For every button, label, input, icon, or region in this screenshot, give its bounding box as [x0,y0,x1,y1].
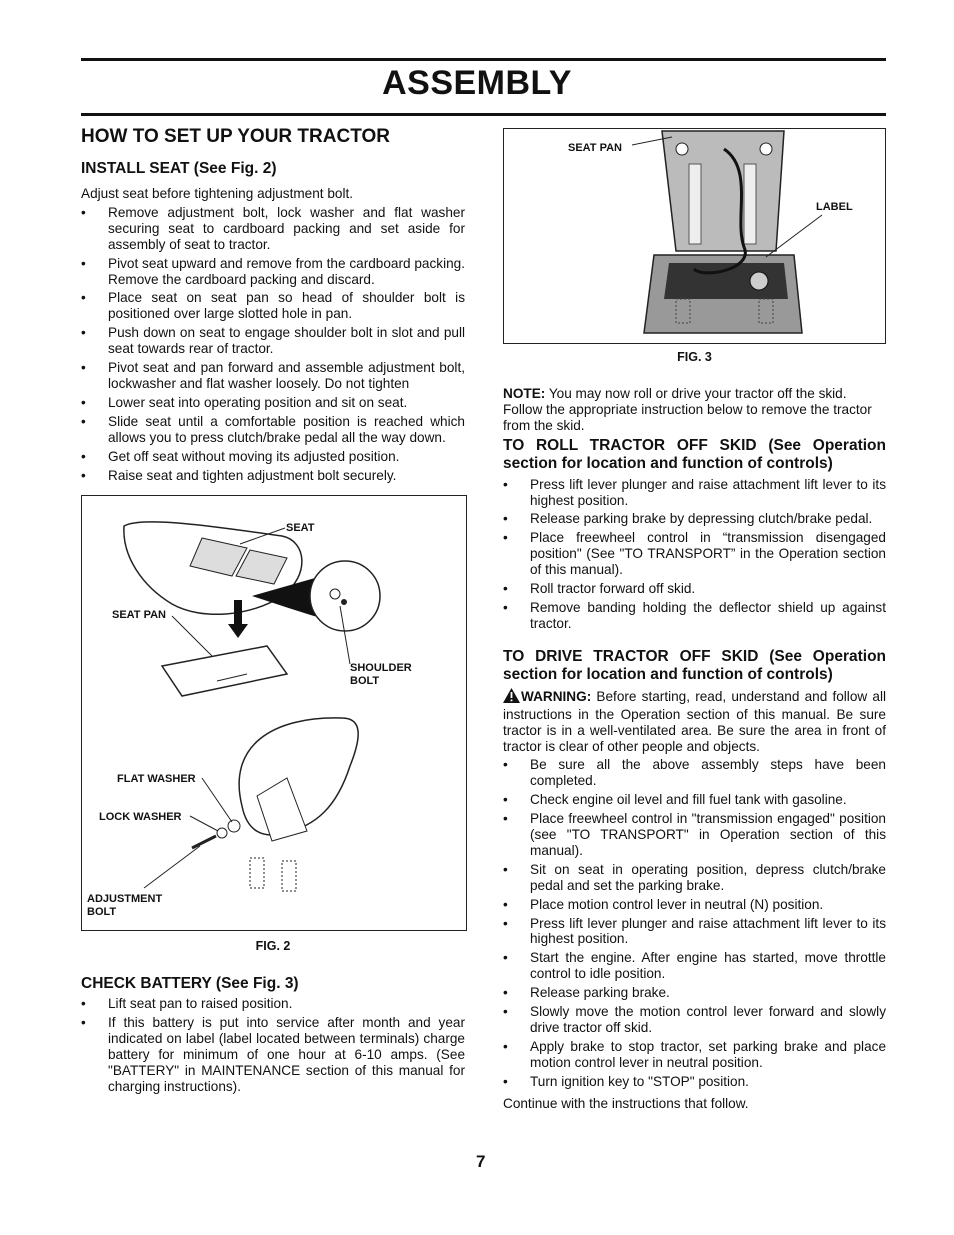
note-label: NOTE: [503,385,546,401]
label-flat-washer: FLAT WASHER [117,773,196,786]
list-item: • Get off seat without moving its adjusted position. [81,449,465,465]
list-item: • Apply brake to stop tractor, set parking brake and place motion control lever in neutral position. [503,1039,886,1071]
list-item: • Push down on seat to engage shoulder bolt in slot and pull seat towards rear of tractor. [81,325,465,357]
list-item: • Place seat on seat pan so head of shoulder bolt is positioned over large slotted hole in pan. [81,290,465,322]
label-lock-washer: LOCK WASHER [99,811,182,824]
list-item: • Sit on seat in operating position, depress clutch/brake pedal and set the parking brake. [503,862,886,894]
label-shoulder-bolt-line1: SHOULDER [350,662,412,675]
drive-off-skid-heading: TO DRIVE TRACTOR OFF SKID (See Operation section for location and function of controls) [503,647,886,683]
list-item: • Lower seat into operating position and sit on seat. [81,395,465,411]
list-item: • Slide seat until a comfortable position is reached which allows you to press clutch/brake pedal all the way down. [81,414,465,446]
list-item: • Roll tractor forward off skid. [503,581,886,597]
page-number: 7 [476,1152,486,1171]
title-rule [81,113,886,116]
list-item: • Raise seat and tighten adjustment bolt securely. [81,468,465,484]
figure-3 [503,128,886,344]
list-item: • Press lift lever plunger and raise attachment lift lever to its highest position. [503,916,886,948]
list-item: • Pivot seat and pan forward and assemble adjustment bolt, lockwasher and flat washer loosely. Do not tighten [81,360,465,392]
figure-2-caption: FIG. 2 [255,939,291,954]
list-item: • Place motion control lever in neutral (N) position. [503,897,886,913]
list-item: • If this battery is put into service after month and year indicated on label (label located between terminals) charge battery for minimum of one hour at 6-10 amps. (See "BATTERY" in MAINTENANCE section of this manual for charging instructions). [81,1015,465,1095]
install-seat-steps [81,205,465,484]
install-seat-heading: INSTALL SEAT (See Fig. 2) [81,160,277,177]
check-battery-steps [81,996,465,1094]
warning-icon [503,688,520,707]
list-item: • Press lift lever plunger and raise attachment lift lever to its highest position. [503,477,886,509]
section-title: HOW TO SET UP YOUR TRACTOR [81,126,390,147]
list-item: • Place freewheel control in “transmission disengaged position" (See "TO TRANSPORT” in the Operation section of this manual). [503,530,886,578]
list-item: • Be sure all the above assembly steps have been completed. [503,757,886,789]
note-paragraph [503,386,886,434]
list-item: • Remove banding holding the deflector shield up against tractor. [503,600,886,632]
warning-paragraph [503,688,886,755]
note-text: You may now roll or drive your tractor off the skid. Follow the appropriate instruction below to remove the tractor from the skid. [503,385,872,433]
roll-off-skid-heading: TO ROLL TRACTOR OFF SKID (See Operation section for location and function of controls) [503,436,886,472]
list-item: • Place freewheel control in "transmission engaged" position (see "TO TRANSPORT" in Operation section of this manual). [503,811,886,859]
list-item: • Pivot seat upward and remove from the cardboard packing. Remove the cardboard packing and discard. [81,256,465,288]
drive-off-skid-steps [503,757,886,1089]
list-item: • Release parking brake by depressing clutch/brake pedal. [503,511,886,527]
label-adjustment-bolt-line1: ADJUSTMENT [87,893,163,906]
check-battery-heading: CHECK BATTERY (See Fig. 3) [81,975,299,993]
list-item: • Lift seat pan to raised position. [81,996,465,1012]
left-column [81,126,465,1098]
list-item: • Remove adjustment bolt, lock washer and flat washer securing seat to cardboard packing and set aside for assembly of seat to tractor. [81,205,465,253]
figure-2 [81,495,467,931]
list-item: • Turn ignition key to "STOP" position. [503,1074,886,1090]
right-column [503,128,886,1115]
label-seat-pan: SEAT PAN [112,609,166,622]
warning-text: Before starting, read, understand and follow all instructions in the Operation section of this manual. Be sure tractor is in a well-ventilated area. Be sure the area in front of tractor is clear of other people and objects. [503,688,886,754]
roll-off-skid-steps [503,477,886,632]
figure-3-caption: FIG. 3 [677,350,712,364]
list-item: • Slowly move the motion control lever forward and slowly drive tractor off skid. [503,1004,886,1036]
battery-under-seat-illustration [504,129,885,343]
label-label: LABEL [816,201,853,213]
label-adjustment-bolt-line2: BOLT [87,906,117,919]
page-title: ASSEMBLY [382,64,572,102]
list-item: • Start the engine. After engine has started, move throttle control to idle position. [503,950,886,982]
list-item: • Release parking brake. [503,985,886,1001]
label-shoulder-bolt-line2: BOLT [350,675,380,688]
top-rule [81,58,886,61]
label-seat-pan: SEAT PAN [568,142,622,154]
closing-text: Continue with the instructions that follow. [503,1095,749,1111]
seat-assembly-illustration [82,496,466,930]
list-item: • Check engine oil level and fill fuel tank with gasoline. [503,792,886,808]
label-seat: SEAT [286,522,315,535]
warning-label: WARNING: [521,688,592,704]
install-seat-intro: Adjust seat before tightening adjustment bolt. [81,186,354,201]
